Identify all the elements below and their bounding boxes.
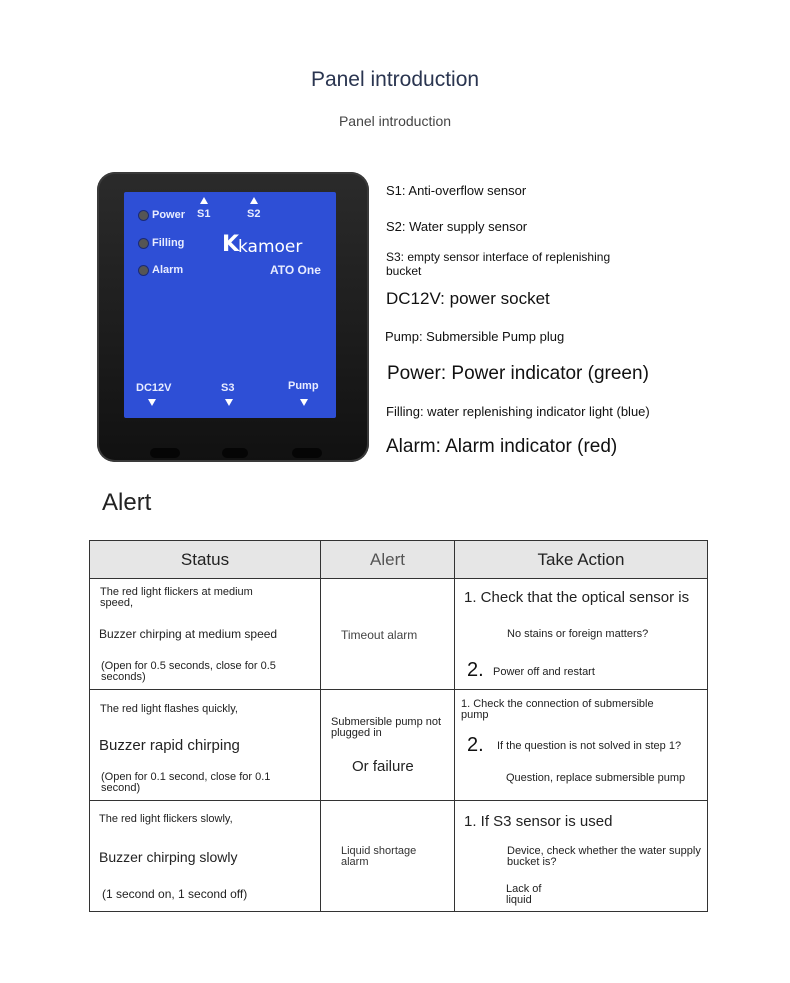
page-title: Panel introduction xyxy=(310,68,480,91)
device-label-s1: S1 xyxy=(197,208,211,220)
action-line: 1. Check the connection of submersible pump xyxy=(461,698,654,721)
status-cell xyxy=(90,690,321,801)
spec-power: Power: Power indicator (green) xyxy=(387,363,649,384)
device-label-alarm: Alarm xyxy=(152,264,184,276)
s3-port xyxy=(222,448,248,458)
alert-table xyxy=(89,540,708,912)
alert-line: Liquid shortage alarm xyxy=(341,845,417,868)
device-label-s2: S2 xyxy=(247,208,261,220)
status-line: Buzzer rapid chirping xyxy=(99,737,240,754)
spec-dc12v: DC12V: power socket xyxy=(386,289,550,308)
pump-arrow-icon xyxy=(300,399,308,406)
spec-s1: S1: Anti-overflow sensor xyxy=(386,183,527,198)
spec-s3: S3: empty sensor interface of replenishing bucket xyxy=(386,250,611,278)
action-line: Question, replace submersible pump xyxy=(506,772,686,784)
spec-filling: Filling: water replenishing indicator light (blue) xyxy=(386,404,650,419)
alert-line: Timeout alarm xyxy=(341,628,418,642)
s2-arrow-icon xyxy=(250,197,258,204)
action-step-number: 2. xyxy=(467,659,484,681)
column-header-alert: Alert xyxy=(321,541,455,579)
device-label-power: Power xyxy=(152,209,186,221)
alarm-led xyxy=(139,266,148,275)
pump-port xyxy=(292,448,322,458)
table-header-row xyxy=(90,541,708,579)
spec-alarm: Alarm: Alarm indicator (red) xyxy=(386,436,618,457)
action-cell xyxy=(455,690,708,801)
kamoer-logo-icon: K xyxy=(222,232,240,257)
action-line: 1. Check that the optical sensor is xyxy=(464,589,690,606)
device-label-s3: S3 xyxy=(221,382,235,394)
status-cell xyxy=(90,801,321,912)
action-line: If the question is not solved in step 1? xyxy=(497,740,682,752)
spec-s2: S2: Water supply sensor xyxy=(386,219,528,234)
alert-cell xyxy=(321,801,455,912)
alert-cell xyxy=(321,690,455,801)
table-row xyxy=(90,690,708,801)
status-line: Buzzer chirping at medium speed xyxy=(99,627,278,641)
alert-line: Or failure xyxy=(352,758,414,775)
device-label-dc12v: DC12V xyxy=(136,382,172,394)
action-line: Lack of liquid xyxy=(506,883,542,906)
s3-arrow-icon xyxy=(225,399,233,406)
page-subtitle: Panel introduction xyxy=(338,113,452,129)
filling-led xyxy=(139,239,148,248)
alert-heading: Alert xyxy=(102,489,152,516)
status-cell xyxy=(90,579,321,690)
action-line: 1. If S3 sensor is used xyxy=(464,813,613,830)
status-line: (Open for 0.5 seconds, close for 0.5 seconds) xyxy=(101,660,276,683)
action-step-number: 2. xyxy=(467,734,484,756)
dc12v-arrow-icon xyxy=(148,399,156,406)
action-line: Device, check whether the water supply bucket is? xyxy=(507,845,701,868)
status-line: Buzzer chirping slowly xyxy=(99,849,238,865)
s1-arrow-icon xyxy=(200,197,208,204)
spec-pump: Pump: Submersible Pump plug xyxy=(385,329,565,344)
action-line: No stains or foreign matters? xyxy=(507,628,649,640)
action-cell xyxy=(455,801,708,912)
device-label-pump: Pump xyxy=(288,380,319,392)
action-line: Power off and restart xyxy=(493,666,595,678)
status-line: (Open for 0.1 second, close for 0.1 second) xyxy=(101,771,271,794)
table-row xyxy=(90,579,708,690)
alert-line: Submersible pump not plugged in xyxy=(331,716,442,739)
dc12v-port xyxy=(150,448,180,458)
status-line: The red light flickers at medium speed, xyxy=(100,586,253,609)
status-line: (1 second on, 1 second off) xyxy=(102,887,248,901)
device-label-filling: Filling xyxy=(152,237,185,249)
status-line: The red light flashes quickly, xyxy=(100,703,238,715)
column-header-status: Status xyxy=(90,541,321,579)
device-model: ATO One xyxy=(270,263,321,277)
status-line: The red light flickers slowly, xyxy=(99,813,233,825)
power-led xyxy=(139,211,148,220)
device-brand: kamoer xyxy=(238,237,303,257)
action-cell xyxy=(455,579,708,690)
column-header-action: Take Action xyxy=(455,541,708,579)
alert-cell xyxy=(321,579,455,690)
table-row xyxy=(90,801,708,912)
